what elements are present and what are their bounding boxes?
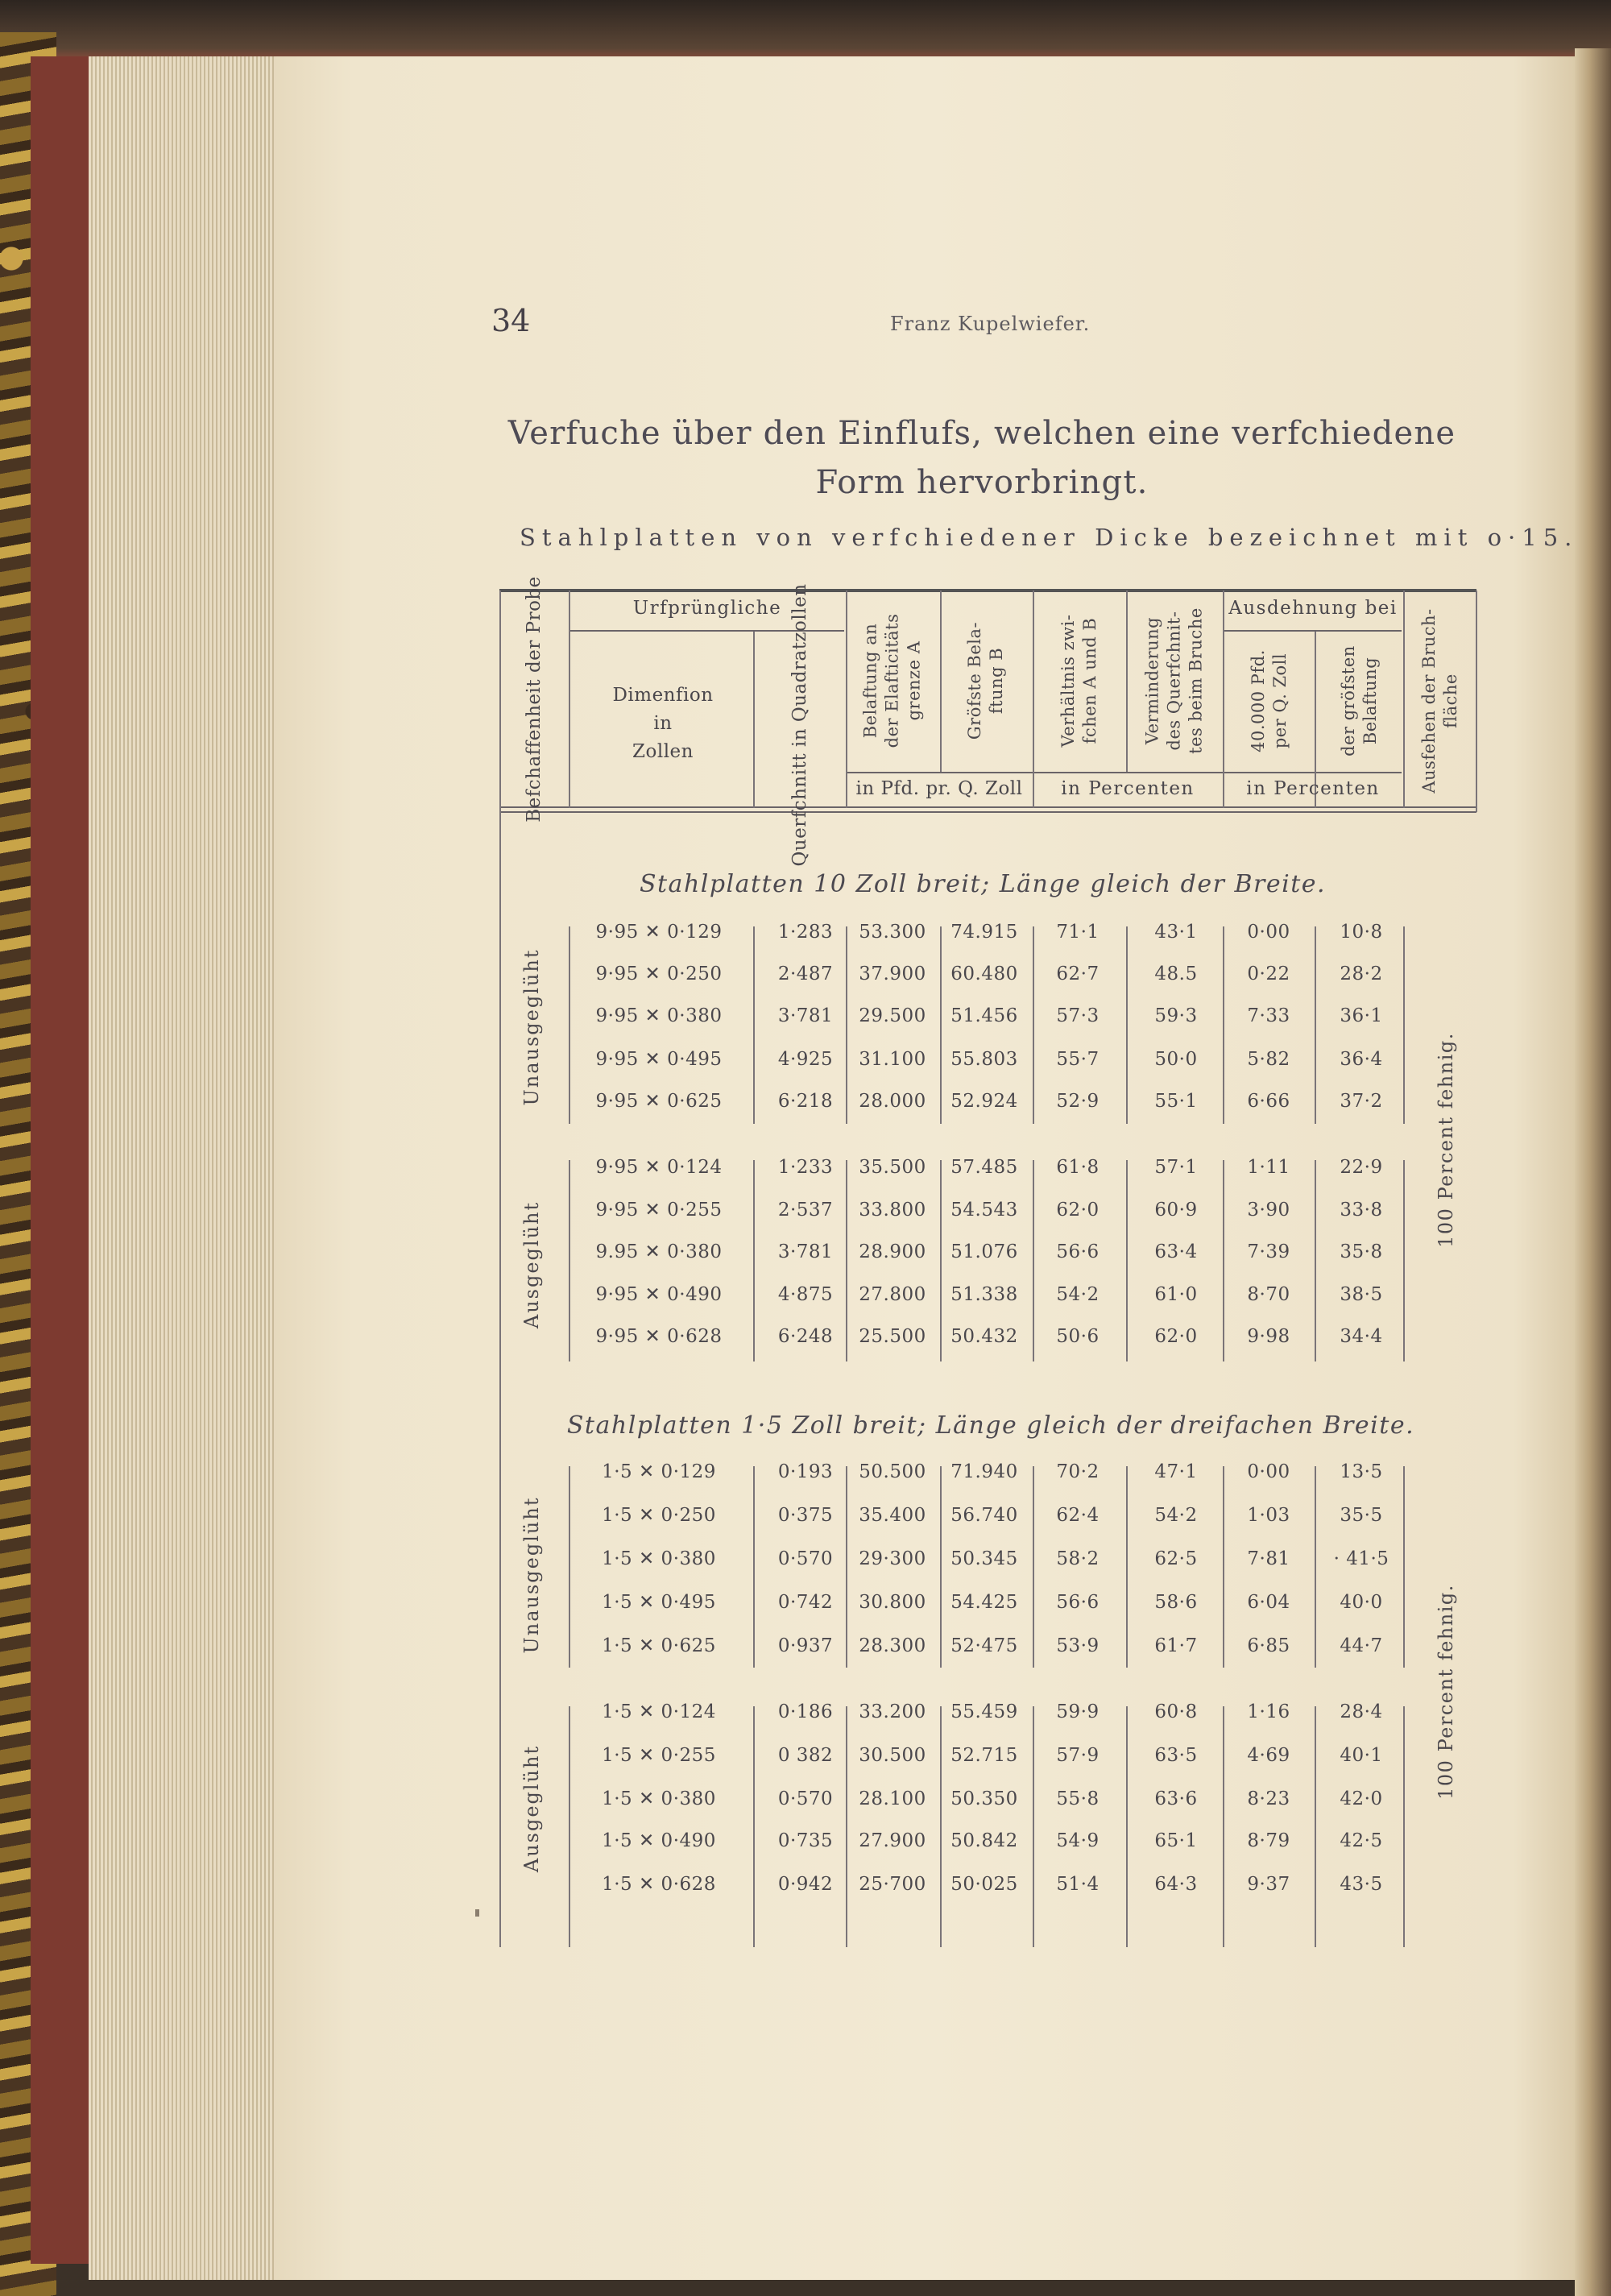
table-cell: 7·81 xyxy=(1247,1548,1290,1569)
column-line xyxy=(940,1706,942,1947)
table-cell: 28.300 xyxy=(859,1635,926,1656)
table-cell: 57·3 xyxy=(1056,1005,1100,1026)
table-cell: 3·781 xyxy=(777,1241,834,1262)
table-cell: 40·1 xyxy=(1340,1745,1383,1766)
table-cell: 59·3 xyxy=(1154,1005,1198,1026)
table-cell: 6·85 xyxy=(1247,1635,1290,1656)
table-cell: 0 382 xyxy=(777,1745,834,1766)
column-line xyxy=(1126,926,1128,1124)
group-label: Ausgeglüht xyxy=(520,1200,543,1329)
table-cell: 61·8 xyxy=(1056,1157,1100,1178)
table-cell: 27.900 xyxy=(859,1830,926,1851)
table-cell: 13·5 xyxy=(1340,1461,1383,1482)
table-cell: 44·7 xyxy=(1340,1635,1383,1656)
table-cell: 0·735 xyxy=(777,1830,834,1851)
table-cell: · 41·5 xyxy=(1333,1548,1389,1569)
table-cell: 1·5 ✕ 0·380 xyxy=(602,1548,716,1569)
table-cell: 9·95 ✕ 0·124 xyxy=(595,1157,723,1178)
table-cell: 50·0 xyxy=(1154,1049,1198,1070)
table-cell: 29.500 xyxy=(859,1005,926,1026)
header-col-line xyxy=(1223,591,1224,808)
table-cell: 30.500 xyxy=(859,1745,926,1766)
page-edges xyxy=(89,56,278,2280)
table-cell: 35.400 xyxy=(859,1505,926,1526)
table-cell: 55·1 xyxy=(1154,1091,1198,1112)
side-note: 100 Percent fehnig. xyxy=(1435,1584,1457,1800)
table-cell: 62·4 xyxy=(1056,1505,1100,1526)
header-bottom-rule xyxy=(499,806,1476,808)
table-cell: 27.800 xyxy=(859,1284,926,1305)
table-cell: 7·39 xyxy=(1247,1241,1290,1262)
header-col-line xyxy=(846,591,847,808)
header-line: 40.000 Pfd. xyxy=(1249,649,1268,752)
table-cell: 57.485 xyxy=(950,1157,1018,1178)
header-ausdehnung-40000 xyxy=(1248,649,1291,752)
table-cell: 4·925 xyxy=(777,1049,834,1070)
column-line xyxy=(940,1160,942,1361)
header-aussehen xyxy=(1418,608,1462,793)
table-cell: 5·82 xyxy=(1247,1049,1290,1070)
table-cell: 70·2 xyxy=(1056,1461,1100,1482)
table-cell: 65·1 xyxy=(1154,1830,1198,1851)
ink-speck xyxy=(475,1909,479,1917)
table-cell: 9·95 ✕ 0·495 xyxy=(595,1049,723,1070)
table-cell: 52·9 xyxy=(1056,1091,1100,1112)
table-cell: 0·375 xyxy=(777,1505,834,1526)
header-sub-rule-ausdehnung xyxy=(1224,630,1402,632)
table-cell: 6·66 xyxy=(1247,1091,1290,1112)
header-col-line xyxy=(1033,591,1034,808)
header-line: Verhältnis zwi- xyxy=(1058,614,1078,748)
table-cell: 28·2 xyxy=(1340,964,1383,984)
table-cell: 62·0 xyxy=(1154,1326,1198,1347)
column-line xyxy=(753,1160,755,1361)
column-line xyxy=(940,1466,942,1668)
table-cell: 29·300 xyxy=(859,1548,926,1569)
table-cell: 2·487 xyxy=(777,964,834,984)
table-cell: 50·025 xyxy=(950,1874,1018,1895)
table-cell: 60·8 xyxy=(1154,1701,1198,1722)
table-cell: 2·537 xyxy=(777,1200,834,1221)
table-cell: 48.5 xyxy=(1154,964,1198,984)
table-cell: 1·233 xyxy=(777,1157,834,1178)
table-cell: 54.543 xyxy=(950,1200,1018,1221)
column-line xyxy=(1403,926,1405,1124)
column-line xyxy=(1223,1466,1224,1668)
table-cell: 64·3 xyxy=(1154,1874,1198,1895)
page-subtitle: Stahlplatten von verfchiedener Dicke bezeichnet mit o·15. xyxy=(520,524,1579,551)
header-line: Gröfste Bela- xyxy=(965,621,984,740)
table-cell: 56·6 xyxy=(1056,1592,1100,1613)
table-cell: 9·37 xyxy=(1247,1874,1290,1895)
table-cell: 28·4 xyxy=(1340,1701,1383,1722)
table-top-rule xyxy=(499,589,1476,592)
table-cell: 6·248 xyxy=(777,1326,834,1347)
table-cell: 56.740 xyxy=(950,1505,1018,1526)
column-line xyxy=(753,926,755,1124)
table-cell: 40·0 xyxy=(1340,1592,1383,1613)
unit-rule xyxy=(846,772,1402,773)
column-line xyxy=(569,1466,570,1668)
table-cell: 9.95 ✕ 0·380 xyxy=(595,1241,723,1262)
table-cell: 0·193 xyxy=(777,1461,834,1482)
table-cell: 6·04 xyxy=(1247,1592,1290,1613)
table-cell: 71.940 xyxy=(950,1461,1018,1482)
table-cell: 3·781 xyxy=(777,1005,834,1026)
table-cell: 74.915 xyxy=(950,922,1018,943)
header-line: fchen A und B xyxy=(1080,617,1100,744)
table-cell: 54·2 xyxy=(1056,1284,1100,1305)
table-cell: 1·16 xyxy=(1247,1701,1290,1722)
table-cell: 62·5 xyxy=(1154,1548,1198,1569)
table-cell: 35.500 xyxy=(859,1157,926,1178)
section-title: Stahlplatten 10 Zoll breit; Länge gleich der Breite. xyxy=(639,870,1327,898)
table-cell: 38·5 xyxy=(1340,1284,1383,1305)
table-cell: 0·00 xyxy=(1247,1461,1290,1482)
header-verhaeltnis xyxy=(1058,615,1101,748)
table-cell: 37.900 xyxy=(859,964,926,984)
column-line xyxy=(1315,1466,1316,1668)
column-line xyxy=(846,1706,847,1947)
table-cell: 28.100 xyxy=(859,1788,926,1809)
header-dimension-line: Zollen xyxy=(632,741,694,762)
group-label: Unausgeglüht xyxy=(520,948,543,1106)
table-cell: 60·9 xyxy=(1154,1200,1198,1221)
table-cell: 1·5 ✕ 0·250 xyxy=(602,1505,716,1526)
table-cell: 33·8 xyxy=(1340,1200,1383,1221)
page xyxy=(274,56,1579,2280)
header-col-line xyxy=(940,591,942,772)
header-col-line xyxy=(1126,591,1128,772)
table-cell: 7·33 xyxy=(1247,1005,1290,1026)
table-cell: 54·9 xyxy=(1056,1830,1100,1851)
table-cell: 1·5 ✕ 0·380 xyxy=(602,1788,716,1809)
table-cell: 3·90 xyxy=(1247,1200,1290,1221)
header-line: der gröfsten xyxy=(1339,645,1358,756)
header-line: Verminderung xyxy=(1142,616,1162,745)
table-cell: 55·7 xyxy=(1056,1049,1100,1070)
table-right-border xyxy=(1476,591,1477,812)
table-cell: 61·0 xyxy=(1154,1284,1198,1305)
column-line xyxy=(1223,1160,1224,1361)
column-line xyxy=(1315,1160,1316,1361)
table-cell: 1·5 ✕ 0·124 xyxy=(602,1701,716,1722)
header-col-line xyxy=(569,591,570,808)
table-cell: 31.100 xyxy=(859,1049,926,1070)
table-cell: 35·5 xyxy=(1340,1505,1383,1526)
table-cell: 61·7 xyxy=(1154,1635,1198,1656)
table-left-border xyxy=(499,591,501,1947)
table-cell: 9·95 ✕ 0·625 xyxy=(595,1091,723,1112)
header-col-line xyxy=(1403,591,1405,808)
table-cell: 34·4 xyxy=(1340,1326,1383,1347)
table-cell: 8·23 xyxy=(1247,1788,1290,1809)
column-line xyxy=(1033,1706,1034,1947)
table-cell: 51·4 xyxy=(1056,1874,1100,1895)
table-cell: 52·475 xyxy=(950,1635,1018,1656)
header-line: grenze A xyxy=(904,640,924,721)
header-ausdehnung-groesste xyxy=(1338,645,1381,756)
column-line xyxy=(1223,926,1224,1124)
table-cell: 51.338 xyxy=(950,1284,1018,1305)
table-cell: 10·8 xyxy=(1340,922,1383,943)
table-cell: 28.900 xyxy=(859,1241,926,1262)
table-cell: 9·98 xyxy=(1247,1326,1290,1347)
table-cell: 63·5 xyxy=(1154,1745,1198,1766)
table-cell: 0·00 xyxy=(1247,922,1290,943)
table-cell: 35·8 xyxy=(1340,1241,1383,1262)
column-line xyxy=(753,1706,755,1947)
table-cell: 50.345 xyxy=(950,1548,1018,1569)
unit-percent-1: in Percenten xyxy=(1061,778,1195,799)
header-line: ftung B xyxy=(987,647,1006,715)
column-line xyxy=(1033,1160,1034,1361)
table-cell: 54.425 xyxy=(950,1592,1018,1613)
table-cell: 25·700 xyxy=(859,1874,926,1895)
table-cell: 37·2 xyxy=(1340,1091,1383,1112)
table-cell: 1·5 ✕ 0·625 xyxy=(602,1635,716,1656)
column-line xyxy=(1126,1466,1128,1668)
table-cell: 1·5 ✕ 0·255 xyxy=(602,1745,716,1766)
table-cell: 33.800 xyxy=(859,1200,926,1221)
table-cell: 0·942 xyxy=(777,1874,834,1895)
column-line xyxy=(1033,926,1034,1124)
table-cell: 43·5 xyxy=(1340,1874,1383,1895)
table-cell: 8·70 xyxy=(1247,1284,1290,1305)
table-cell: 62·0 xyxy=(1056,1200,1100,1221)
table-cell: 55.803 xyxy=(950,1049,1018,1070)
table-cell: 4·875 xyxy=(777,1284,834,1305)
table-cell: 0·742 xyxy=(777,1592,834,1613)
column-line xyxy=(1403,1706,1405,1947)
facing-page-edge xyxy=(1575,48,1611,2296)
table-cell: 57·9 xyxy=(1056,1745,1100,1766)
header-line: Belaftung an xyxy=(860,623,880,739)
table-cell: 0·570 xyxy=(777,1788,834,1809)
column-line xyxy=(1223,1706,1224,1947)
table-cell: 28.000 xyxy=(859,1091,926,1112)
header-urspruengliche: Urfprüngliche xyxy=(632,598,782,619)
table-cell: 1·5 ✕ 0·490 xyxy=(602,1830,716,1851)
table-cell: 0·22 xyxy=(1247,964,1290,984)
table-cell: 30.800 xyxy=(859,1592,926,1613)
table-cell: 1·5 ✕ 0·495 xyxy=(602,1592,716,1613)
table-cell: 62·7 xyxy=(1056,964,1100,984)
table-cell: 53·9 xyxy=(1056,1635,1100,1656)
table-cell: 33.200 xyxy=(859,1701,926,1722)
table-cell: 58·2 xyxy=(1056,1548,1100,1569)
table-cell: 9·95 ✕ 0·380 xyxy=(595,1005,723,1026)
column-line xyxy=(940,926,942,1124)
table-cell: 9·95 ✕ 0·628 xyxy=(595,1326,723,1347)
table-cell: 1·283 xyxy=(777,922,834,943)
table-cell: 47·1 xyxy=(1154,1461,1198,1482)
header-belastung-b xyxy=(964,622,1008,740)
table-cell: 42·5 xyxy=(1340,1830,1383,1851)
table-cell: 55·8 xyxy=(1056,1788,1100,1809)
header-line: fläche xyxy=(1441,673,1460,728)
header-ausdehnung: Ausdehnung bei xyxy=(1228,598,1398,619)
table-cell: 43·1 xyxy=(1154,922,1198,943)
group-label: Ausgeglüht xyxy=(520,1744,543,1873)
unit-percent-2: in Percenten xyxy=(1246,778,1380,799)
table-cell: 50.350 xyxy=(950,1788,1018,1809)
page-number: 34 xyxy=(491,303,531,338)
table-cell: 22·9 xyxy=(1340,1157,1383,1178)
group-label: Unausgeglüht xyxy=(520,1496,543,1654)
header-verminderung xyxy=(1142,607,1207,754)
table-cell: 6·218 xyxy=(777,1091,834,1112)
header-col-line xyxy=(753,632,755,808)
header-dimension-line: Dimenfion xyxy=(612,685,714,706)
table-cell: 9·95 ✕ 0·490 xyxy=(595,1284,723,1305)
header-querschnitt: Querfchnitt in Quadratzollen xyxy=(789,583,810,867)
table-cell: 9·95 ✕ 0·129 xyxy=(595,922,723,943)
table-cell: 0·570 xyxy=(777,1548,834,1569)
header-bottom-rule-2 xyxy=(499,811,1476,813)
column-line xyxy=(1403,1160,1405,1361)
column-line xyxy=(846,926,847,1124)
table-cell: 4·69 xyxy=(1247,1745,1290,1766)
page-title: Verfuche über den Einflufs, welchen eine verfchiedene Form hervorbringt. xyxy=(507,415,1456,501)
table-cell: 50.432 xyxy=(950,1326,1018,1347)
table-cell: 59·9 xyxy=(1056,1701,1100,1722)
table-cell: 1·5 ✕ 0·628 xyxy=(602,1874,716,1895)
table-cell: 71·1 xyxy=(1056,922,1100,943)
unit-pfd: in Pfd. pr. Q. Zoll xyxy=(855,778,1023,799)
book-cover-top xyxy=(0,0,1611,60)
header-line: des Querfchnit- xyxy=(1164,611,1184,751)
side-note: 100 Percent fehnig. xyxy=(1435,1032,1457,1248)
table-cell: 63·6 xyxy=(1154,1788,1198,1809)
table-cell: 1·5 ✕ 0·129 xyxy=(602,1461,716,1482)
header-line: per Q. Zoll xyxy=(1270,653,1290,749)
header-belastung-a xyxy=(860,614,926,748)
table-cell: 55.459 xyxy=(950,1701,1018,1722)
header-dimension-line: in xyxy=(653,713,673,734)
table-cell: 36·1 xyxy=(1340,1005,1383,1026)
table-cell: 52.924 xyxy=(950,1091,1018,1112)
column-line xyxy=(569,1160,570,1361)
table-cell: 0·186 xyxy=(777,1701,834,1722)
column-line xyxy=(1403,1466,1405,1668)
running-head: Franz Kupelwiefer. xyxy=(890,313,1091,335)
column-line xyxy=(753,1466,755,1668)
header-beschaffenheit: Befchaffenheit der Probe xyxy=(524,576,545,823)
table-cell: 9·95 ✕ 0·250 xyxy=(595,964,723,984)
table-cell: 42·0 xyxy=(1340,1788,1383,1809)
header-line: Ausfehen der Bruch- xyxy=(1419,608,1439,794)
table-cell: 8·79 xyxy=(1247,1830,1290,1851)
column-line xyxy=(846,1466,847,1668)
section-title: Stahlplatten 1·5 Zoll breit; Länge gleich der dreifachen Breite. xyxy=(566,1411,1415,1440)
table-cell: 1·03 xyxy=(1247,1505,1290,1526)
column-line xyxy=(569,1706,570,1947)
table-cell: 9·95 ✕ 0·255 xyxy=(595,1200,723,1221)
column-line xyxy=(1033,1466,1034,1668)
column-line xyxy=(1126,1706,1128,1947)
table-cell: 25.500 xyxy=(859,1326,926,1347)
header-line: der Elafticitäts xyxy=(882,613,902,748)
table-cell: 51.456 xyxy=(950,1005,1018,1026)
column-line xyxy=(846,1160,847,1361)
table-cell: 60.480 xyxy=(950,964,1018,984)
column-line xyxy=(1126,1160,1128,1361)
table-cell: 57·1 xyxy=(1154,1157,1198,1178)
table-cell: 54·2 xyxy=(1154,1505,1198,1526)
table-cell: 1·11 xyxy=(1247,1157,1290,1178)
column-line xyxy=(569,926,570,1124)
table-cell: 52.715 xyxy=(950,1745,1018,1766)
table-cell: 56·6 xyxy=(1056,1241,1100,1262)
table-cell: 53.300 xyxy=(859,922,926,943)
table-cell: 50.500 xyxy=(859,1461,926,1482)
column-line xyxy=(1315,1706,1316,1947)
table-cell: 58·6 xyxy=(1154,1592,1198,1613)
header-line: Belaftung xyxy=(1360,657,1380,745)
table-cell: 36·4 xyxy=(1340,1049,1383,1070)
header-line: tes beim Bruche xyxy=(1186,607,1206,754)
table-cell: 0·937 xyxy=(777,1635,834,1656)
header-dimension xyxy=(612,682,713,766)
table-cell: 51.076 xyxy=(950,1241,1018,1262)
table-cell: 50·6 xyxy=(1056,1326,1100,1347)
column-line xyxy=(1315,926,1316,1124)
table-cell: 63·4 xyxy=(1154,1241,1198,1262)
table-cell: 50.842 xyxy=(950,1830,1018,1851)
